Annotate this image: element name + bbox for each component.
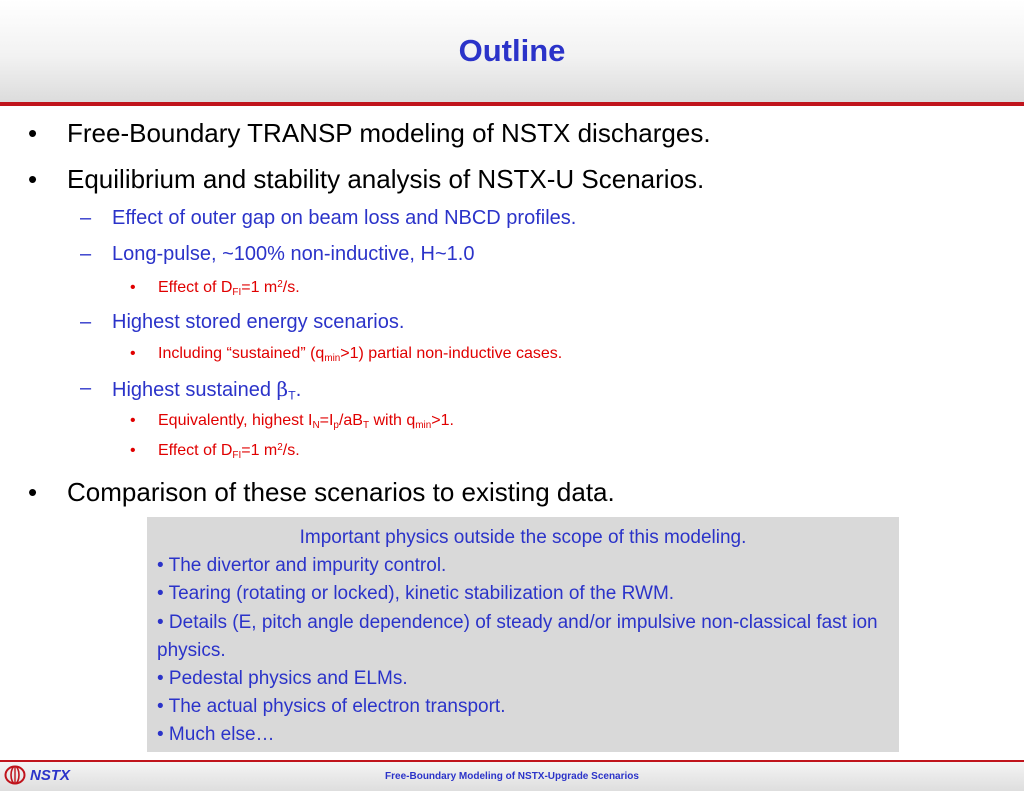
scope-note-item: • Much else… <box>157 724 275 746</box>
scope-note-box <box>147 517 899 752</box>
point-sustained-qmin: Including “sustained” $(q_{min}>1)$ partial non-inductive cases. <box>158 345 563 364</box>
scope-note-item: • Tearing (rotating or locked), kinetic stabilization of the RWM. <box>157 583 675 605</box>
subbullet-long-pulse: Long-pulse, ~100% non-inductive, H~1.0 <box>112 243 475 265</box>
dash-marker: – <box>80 311 92 333</box>
bullet-marker: • <box>28 118 38 148</box>
scope-note-title: Important physics outside the scope of this modeling. <box>299 527 747 548</box>
footer-caption: Free-Boundary Modeling of NSTX-Upgrade Scenarios <box>385 771 639 782</box>
dash-marker: – <box>80 207 92 229</box>
bullet-marker: • <box>28 477 38 507</box>
subbullet-outer-gap: Effect of outer gap on beam loss and NBCD profiles. <box>112 207 577 229</box>
scope-note-item: • The divertor and impurity control. <box>157 555 447 577</box>
bullet-comparison: Comparison of these scenarios to existing data. <box>67 477 615 507</box>
bullet-free-boundary: Free-Boundary TRANSP modeling of NSTX discharges. <box>67 118 711 148</box>
bullet-equilibrium: Equilibrium and stability analysis of NSTX-U Scenarios. <box>67 164 705 194</box>
point-effect-dfi: Effect of $D_{FI}=1$ $m^2/s$. <box>158 279 300 298</box>
subbullet-sustained-beta: Highest sustained $\beta_T$. <box>112 377 302 403</box>
small-bullet-marker: • <box>130 442 136 459</box>
scope-note-item: • Details (E, pitch angle dependence) of steady and/or impulsive non-classical fast ion physics. <box>157 611 878 661</box>
small-bullet-marker: • <box>130 279 136 296</box>
slide-title: Outline <box>458 33 566 68</box>
nstx-logo-text: NSTX <box>30 766 71 784</box>
dash-marker: – <box>80 377 92 399</box>
bullet-marker: • <box>28 164 38 194</box>
dash-marker: – <box>80 243 92 265</box>
small-bullet-marker: • <box>130 345 136 362</box>
scope-note-item: • Pedestal physics and ELMs. <box>157 668 408 690</box>
small-bullet-marker: • <box>130 412 136 429</box>
scope-note-item: • The actual physics of electron transport. <box>157 696 506 718</box>
point-effect-dfi-2: Effect of $D_{FI}=1$ $m^2/s$. <box>158 442 300 461</box>
subbullet-stored-energy: Highest stored energy scenarios. <box>112 311 405 333</box>
point-highest-in: Equivalently, highest $I_N=I_p/aB_T$ with $q_{min}>1$. <box>158 412 454 431</box>
